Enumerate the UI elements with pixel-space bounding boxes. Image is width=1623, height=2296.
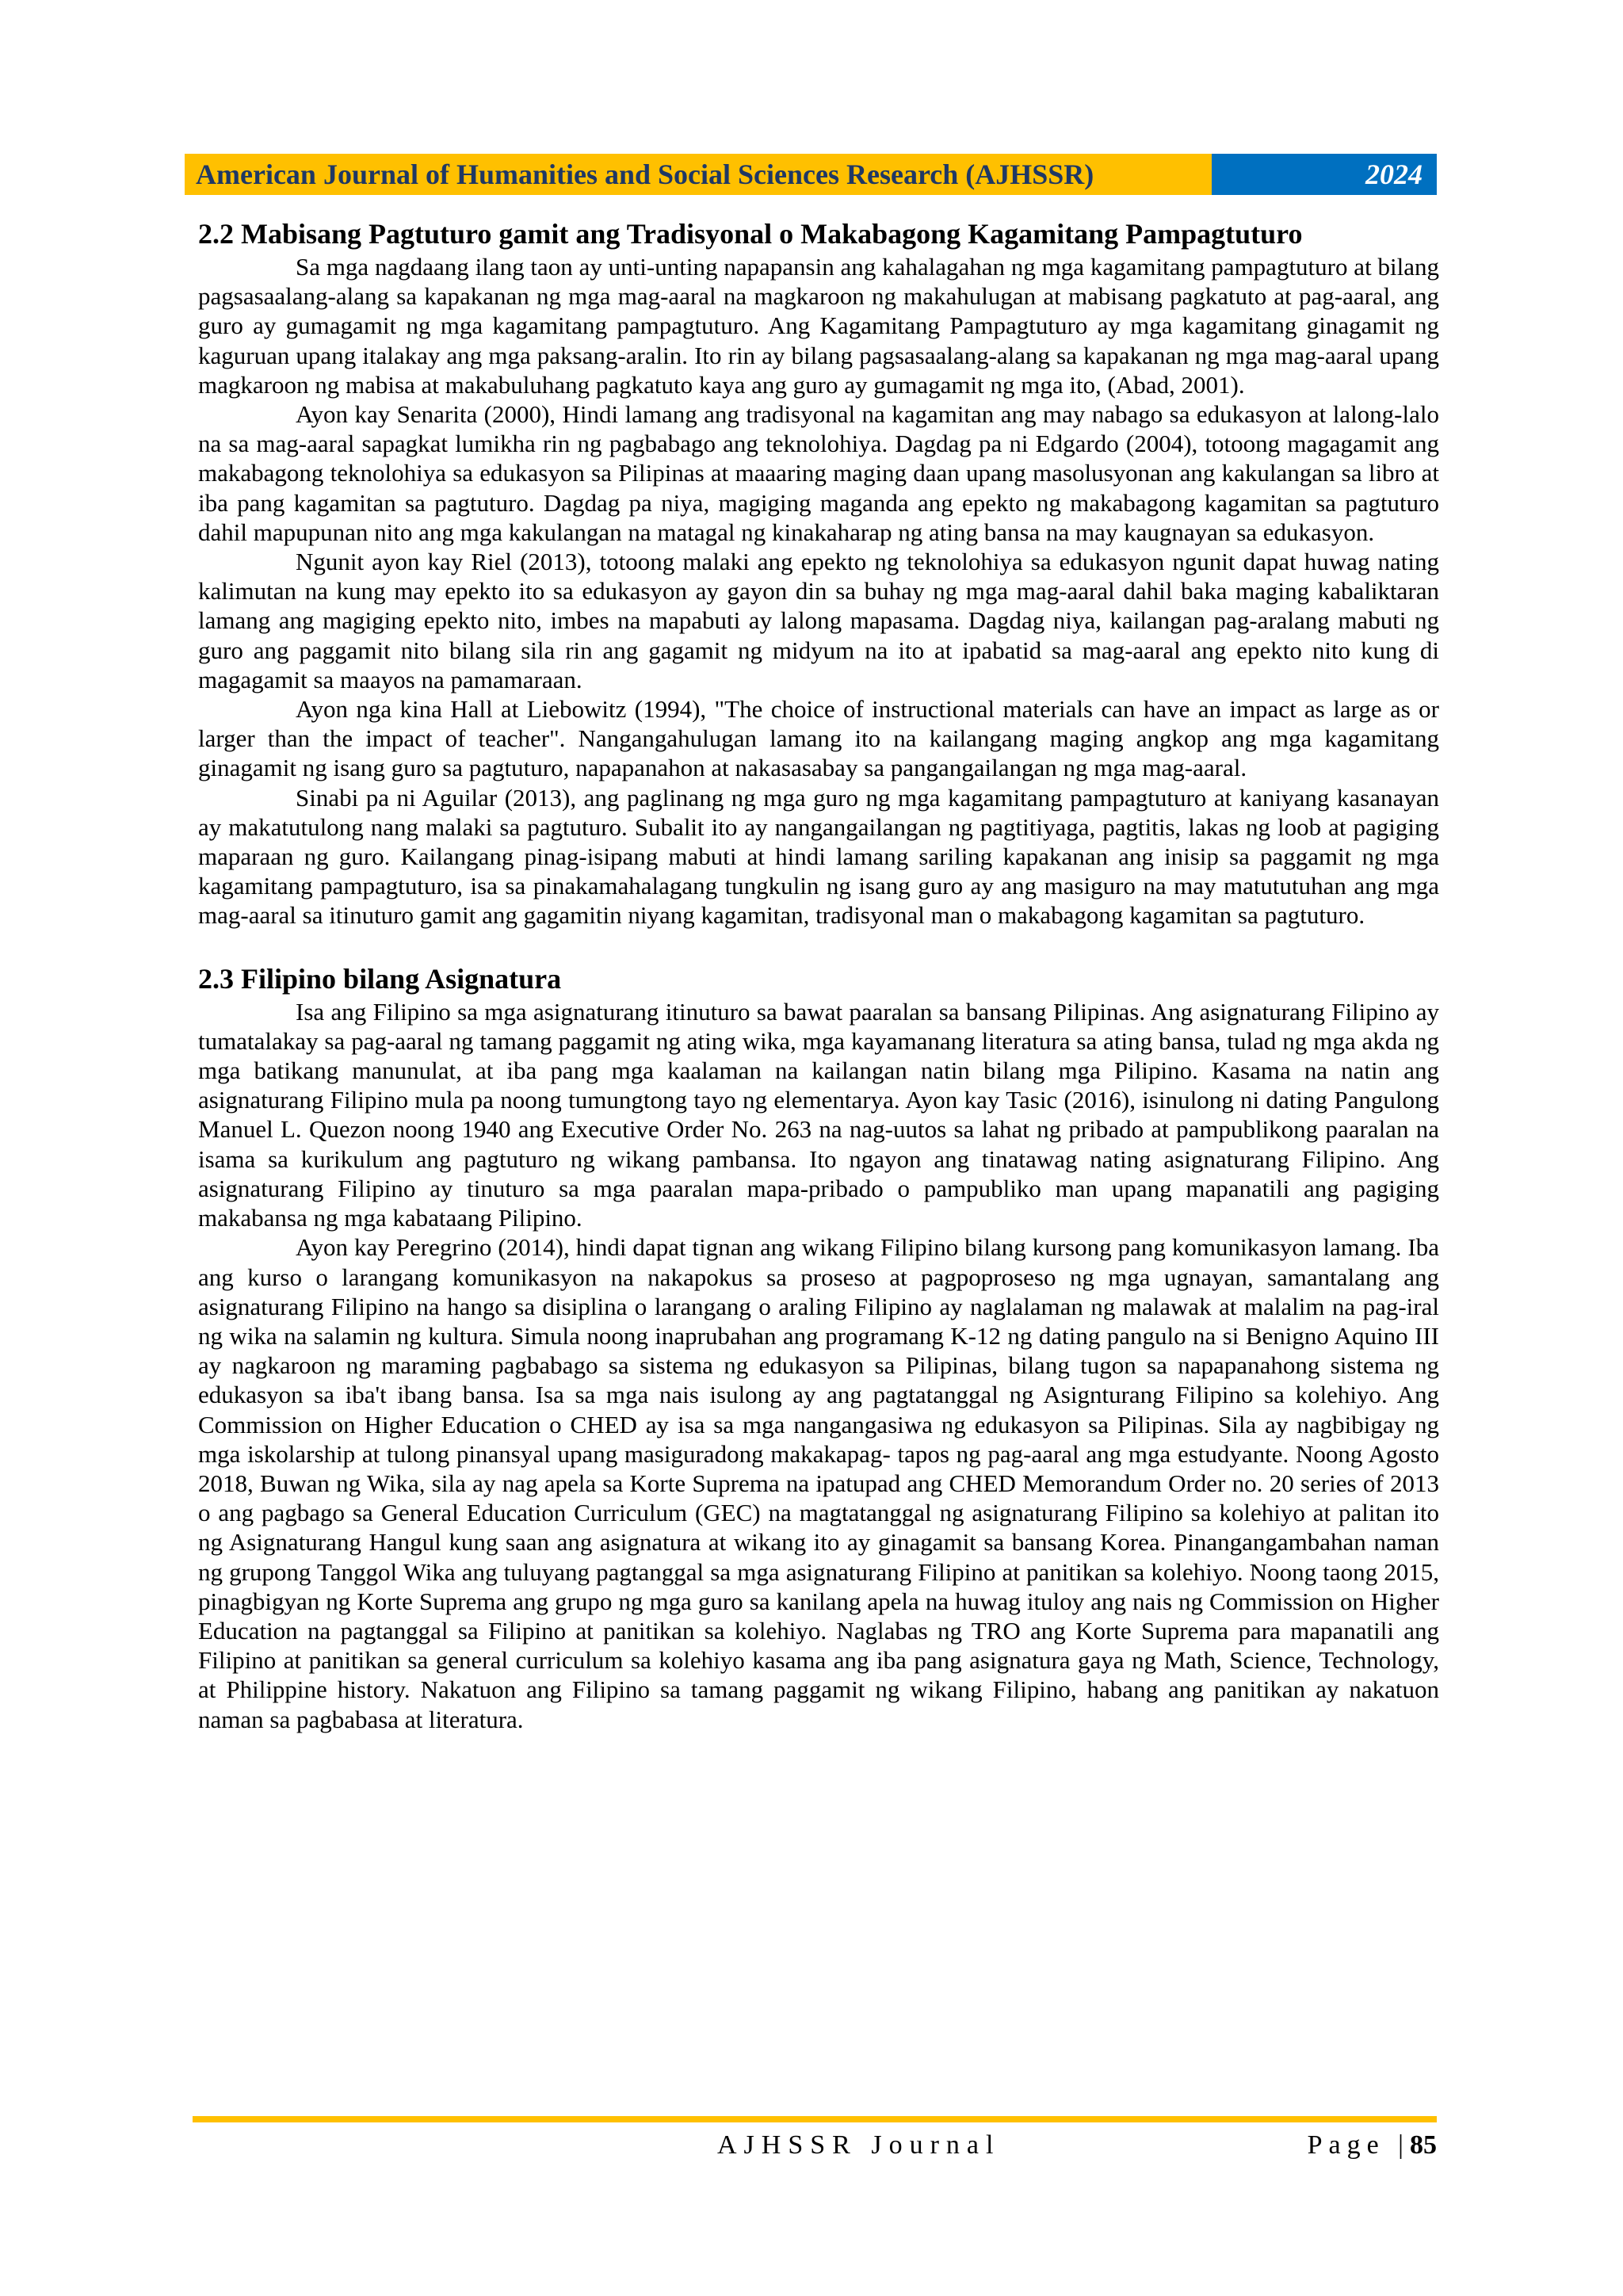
journal-year: 2024 bbox=[1212, 154, 1437, 195]
paragraph: Sa mga nagdaang ilang taon ay unti-unting napapansin ang kahalagahan ng mga kagamitang pampagtuturo at bilang pagsasaalang-alang sa kapakanan ng mga mag-aaral na magkaroon ng makahulugan at mabisang pagkatuto at pag-aaral, ang guro ay gumagamit ng mga kagamitang pampagtuturo. Ang Kagamitang Pampagtuturo ay mga kagamitang ginagamit ng kaguruan upang italakay ang mga paksang-aralin. Ito rin ay bilang pagsasaalang-alang sa kapakanan ng mga mag-aaral upang magkaroon ng mabisa at makabuluhang pagkatuto kaya ang guro ay gumagamit ng mga ito, (Abad, 2001). bbox=[198, 253, 1439, 399]
paragraph: Ngunit ayon kay Riel (2013), totoong malaki ang epekto ng teknolohiya sa edukasyon ngunit dapat huwag nating kalimutan na kung may epekto ito sa edukasyon ay gayon din sa buhay ng mga mag-aaral dahil baka maging kabaliktaran lamang ang magiging epekto nito, imbes na mapabuti ay lalong mapasama. Dagdag niya, kailangan pag-aralang mabuti ng guro ang paggamit nito bilang sila rin ang gagamit ng midyum na ito at ipabatid sa mag-aaral ang epekto nito kung di magagamit sa maayos na pamamaraan. bbox=[198, 548, 1439, 693]
article-body bbox=[198, 216, 1439, 1734]
journal-header bbox=[185, 154, 1437, 195]
journal-title: American Journal of Humanities and Social Sciences Research (AJHSSR) bbox=[185, 154, 1212, 195]
section-heading-2-2: 2.2 Mabisang Pagtuturo gamit ang Tradisyonal o Makabagong Kagamitang Pampagtuturo bbox=[198, 218, 1303, 250]
page-indicator bbox=[1308, 2130, 1437, 2160]
page-number: 85 bbox=[1410, 2130, 1437, 2160]
paragraph: Ayon kay Senarita (2000), Hindi lamang ang tradisyonal na kagamitan ang may nabago sa edukasyon at lalong-lalo na sa mag-aaral sapagkat lumikha rin ng pagbabago ang teknolohiya. Dagdag pa ni Edgardo (2004), totoong magagamit ang makabagong teknolohiya sa edukasyon sa Pilipinas at maaaring maging daan upang masolusyonan ang kakulangan sa libro at iba pang kagamitan sa pagtuturo. Dagdag pa niya, magiging maganda ang epekto ng makabagong kagamitan sa pagtuturo dahil mapupunan nito ang mga kakulangan na matagal ng kinakaharap ng ating bansa na may kaugnayan sa edukasyon. bbox=[198, 400, 1439, 546]
footer-journal: AJHSSR Journal bbox=[717, 2130, 1001, 2160]
page-footer bbox=[193, 2124, 1437, 2164]
section-spacer bbox=[198, 930, 1439, 961]
section-heading-2-3: 2.3 Filipino bilang Asignatura bbox=[198, 962, 562, 995]
paragraph: Sinabi pa ni Aguilar (2013), ang paglinang ng mga guro ng mga kagamitang pampagtuturo at kaniyang kasanayan ay makatutulong nang malaki sa pagtuturo. Subalit ito ay nangangailangan ng pagtitiyaga, pagtitis, lakas ng loob at pagiging maparaan ng guro. Kailangang pinag-isipang mabuti at hindi lamang sariling kapakanan ang inisip sa paggamit ng mga kagamitang pampagtuturo, isa sa pinakamahalagang tungkulin ng isang guro ay ang masiguro na may matututuhan ang mga mag-aaral sa itinuturo gamit ang gagamitin niyang kagamitan, tradisyonal man o makabagong kagamitan sa pagtuturo. bbox=[198, 783, 1439, 930]
paragraph: Isa ang Filipino sa mga asignaturang itinuturo sa bawat paaralan sa bansang Pilipinas. Ang asignaturang Filipino ay tumatalakay sa pag-aaral ng tamang paggamit ng ating wika, mga kayamanang literatura sa ating bansa, tulad ng mga akda ng mga batikang manunulat, at iba pang mga kaalaman na kailangan natin bilang mga Pilipino. Kasama na natin ang asignaturang Filipino mula pa noong tumungtong tayo ng elementarya. Ayon kay Tasic (2016), isinulong ni dating Pangulong Manuel L. Quezon noong 1940 ang Executive Order No. 263 na nag-uutos sa lahat ng pribado at pampublikong paaralan na isama sa kurikulum ang pagtuturo ng wikang pambansa. Ito ngayon ang tinatawag nating asignaturang Filipino. Ang asignaturang Filipino ay tinuturo sa mga paaralan mapa-pribado o pampubliko man upang mapanatili ang pagiging makabansa ng mga kabataang Pilipino. bbox=[198, 997, 1439, 1232]
paragraph: Ayon kay Peregrino (2014), hindi dapat tignan ang wikang Filipino bilang kursong pang komunikasyon lamang. Iba ang kurso o larangang komunikasyon na nakapokus sa proseso at pagpoproseso ng mga ugnayan, samantalang ang asignaturang Filipino na hango sa disiplina o larangang o araling Filipino ay naglalaman ng malawak at malalim na pag-iral ng wika na salamin ng kultura. Simula noong inaprubahan ang programang K-12 ng dating pangulo na si Benigno Aquino III ay nagkaroon ng maraming pagbabago sa sistema ng edukasyon sa Pilipinas, bilang tugon sa napapanahong sistema ng edukasyon sa iba't ibang bansa. Isa sa mga nais isulong ay ang pagtatanggal ng Asignturang Filipino sa kolehiyo. Ang Commission on Higher Education o CHED ay isa sa mga nangangasiwa ng edukasyon sa Pilipinas. Sila ay nagbibigay ng mga iskolarship at tulong pinansyal upang masiguradong makakapag- tapos ng pag-aaral ang mga estudyante. Noong Agosto 2018, Buwan ng Wika, sila ay nag apela sa Korte Suprema na ipatupad ang CHED Memorandum Order no. 20 series of 2013 o ang pagbago sa General Education Curriculum (GEC) na magtatanggal ng asignaturang Filipino sa kolehiyo at palitan ito ng Asignaturang Hangul kung saan ang asignatura at wikang ito ay ginagamit sa bansang Korea. Pinangangambahan naman ng grupong Tanggol Wika ang tuluyang pagtanggal sa mga asignaturang Filipino at panitikan sa kolehiyo. Noong taong 2015, pinagbigyan ng Korte Suprema ang grupo ng mga guro sa kanilang apela na huwag ituloy ang nais ng Commission on Higher Education na pagtanggal sa Filipino at panitikan sa kolehiyo. Naglabas ng TRO ang Korte Suprema para mapanatili ang Filipino at panitikan sa general curriculum sa kolehiyo kasama ang iba pang asignatura gaya ng Math, Science, Technology, at Philippine history. Nakatuon ang Filipino sa tamang paggamit ng wikang Filipino, habang ang panitikan ay nakatuon naman sa pagbabasa at literatura. bbox=[198, 1233, 1439, 1733]
footer-divider bbox=[193, 2116, 1437, 2122]
page-label: Page | bbox=[1307, 2130, 1410, 2160]
paragraph: Ayon nga kina Hall at Liebowitz (1994), "The choice of instructional materials can have an impact as large as or larger than the impact of teacher". Nangangahulugan lamang ito na kailangang maging angkop ang mga kagamitang ginagamit ng isang guro sa pagtuturo, napapanahon at nakasasabay sa pangangailangan ng mga mag-aaral. bbox=[198, 695, 1439, 782]
